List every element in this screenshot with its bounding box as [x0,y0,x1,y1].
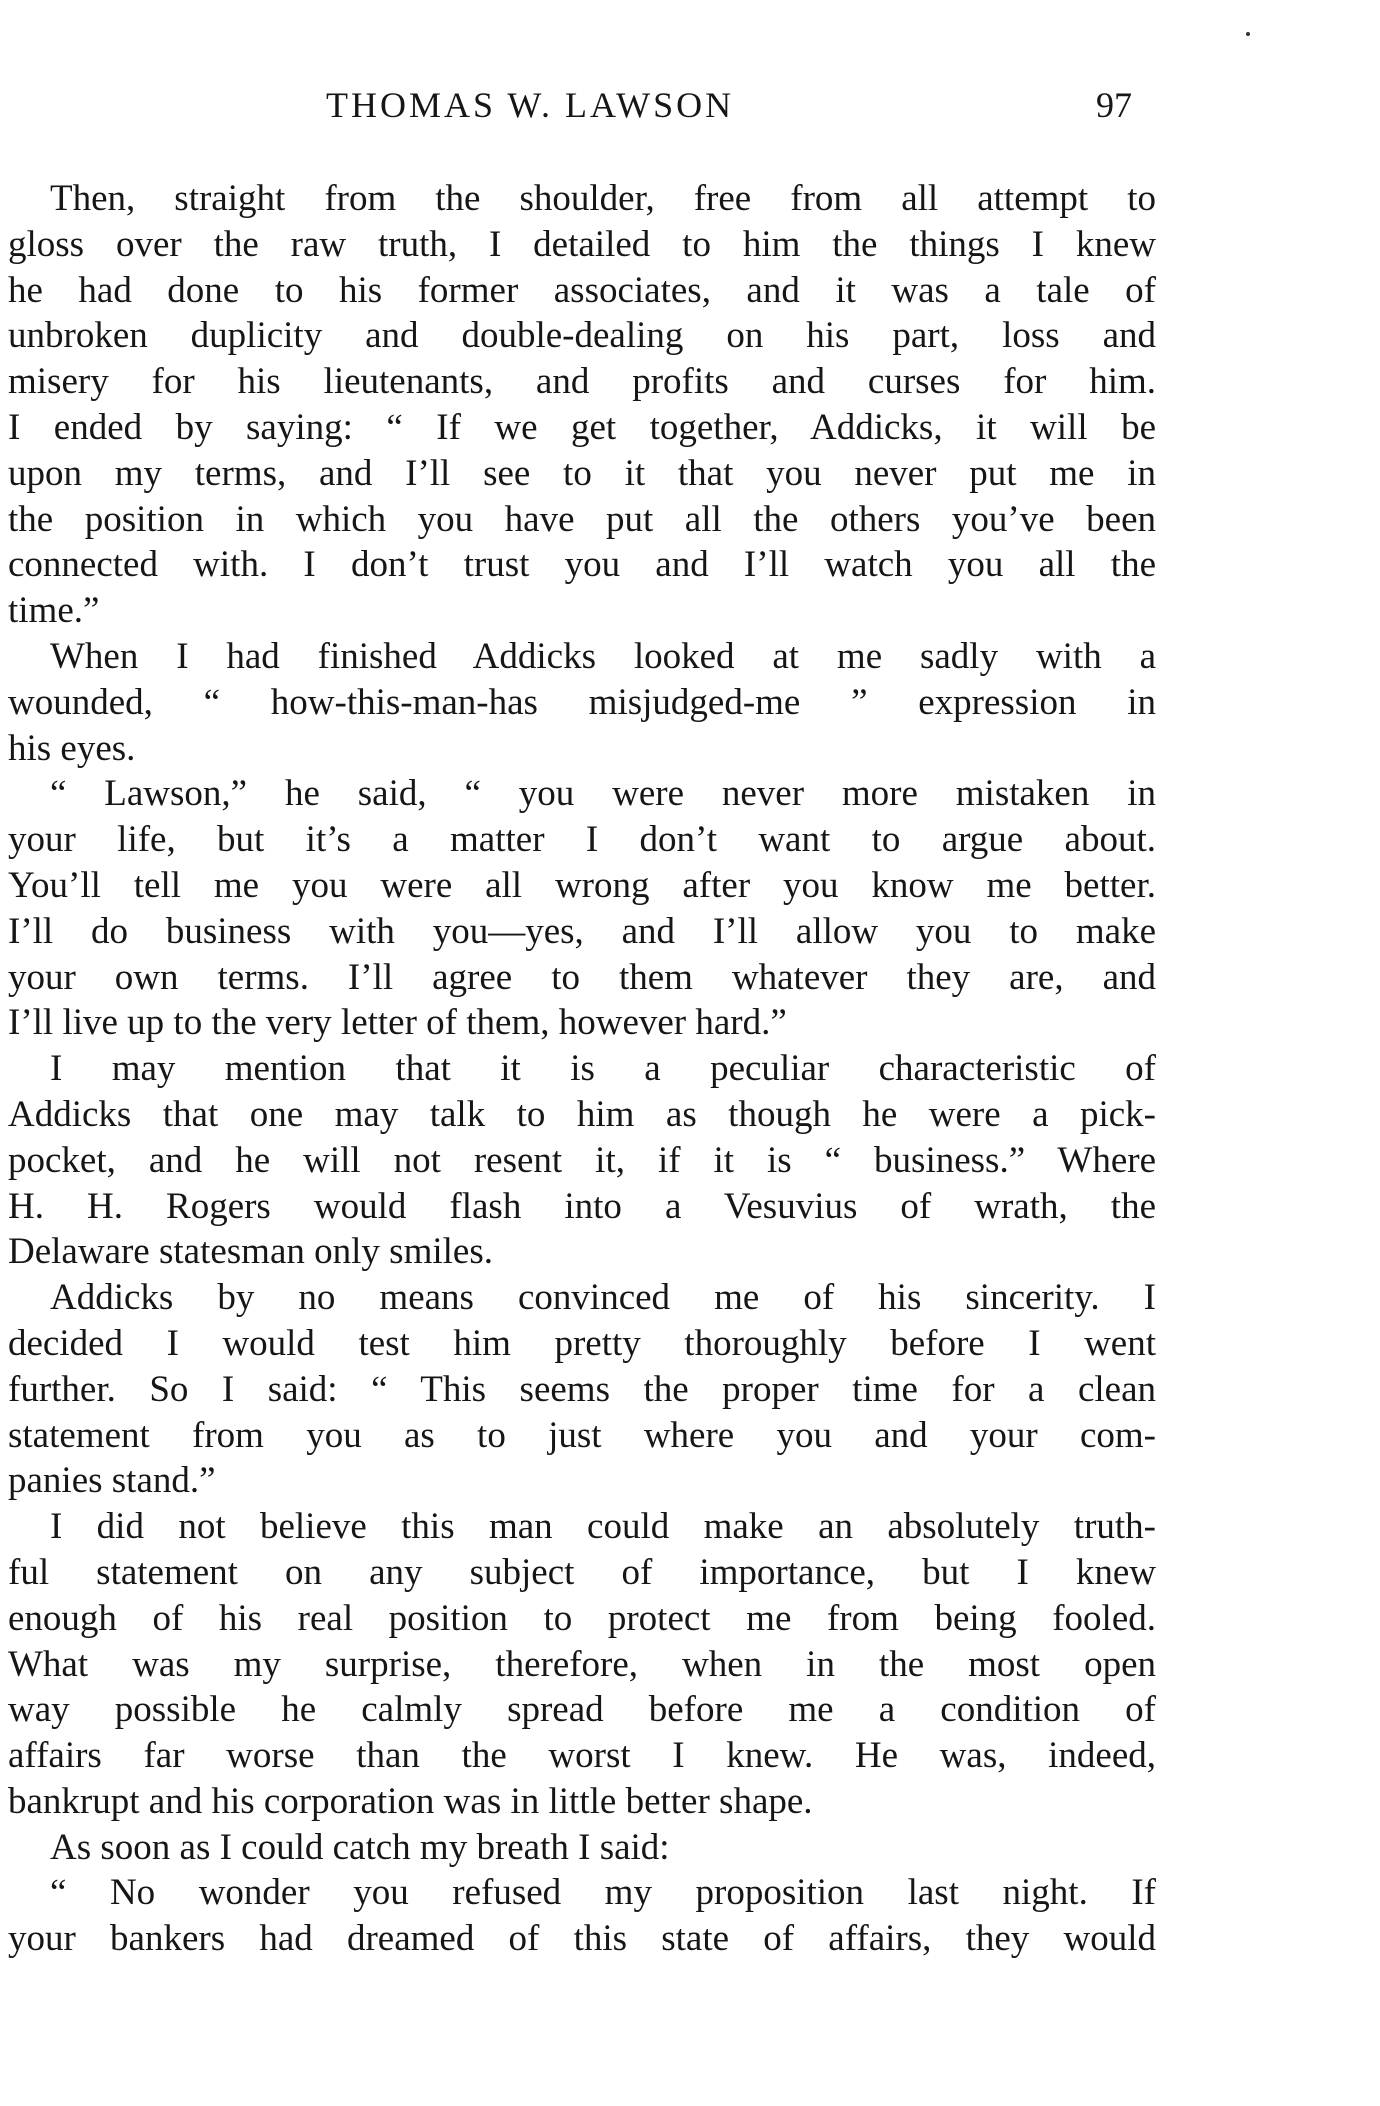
running-title: THOMAS W. LAWSON [326,85,735,125]
text-line: bankrupt and his corporation was in little better shape. [8,1780,813,1822]
text-line: misery for his lieutenants, and profits and curses for him. [8,361,1156,403]
text-line: You’ll tell me you were all wrong after you know me better. [8,864,1156,906]
text-line: “ Lawson,” he said, “ you were never more mistaken in [50,773,1156,815]
text-line: As soon as I could catch my breath I said: [50,1826,670,1868]
text-line: your life, but it’s a matter I don’t want to argue about. [8,819,1156,861]
text-line: I ended by saying: “ If we get together, Addicks, it will be [8,406,1156,448]
text-line: Then, straight from the shoulder, free from all attempt to [50,178,1156,219]
text-line: pocket, and he will not resent it, if it is “ business.” Where [8,1139,1156,1181]
text-line: ful statement on any subject of importance, but I knew [8,1551,1156,1593]
paragraph [8,771,1156,1046]
text-line: connected with. I don’t trust you and I’ll watch you all the [8,544,1156,586]
text-line: When I had finished Addicks looked at me sadly with a [50,635,1156,677]
text-line: I’ll live up to the very letter of them, however hard.” [8,1002,787,1044]
text-line: What was my surprise, therefore, when in the most open [8,1643,1156,1685]
text-line: Addicks that one may talk to him as though he were a pick- [8,1093,1156,1135]
text-line: your bankers had dreamed of this state of affairs, they would [8,1918,1156,1960]
text-line: he had done to his former associates, and it was a tale of [8,269,1156,311]
page-number: 97 [1096,85,1132,125]
paragraph [8,1825,1156,1871]
text-line: I’ll do business with you—yes, and I’ll allow you to make [8,910,1156,952]
text-line: way possible he calmly spread before me a condition of [8,1689,1156,1731]
text-line: your own terms. I’ll agree to them whatever they are, and [8,956,1156,998]
paragraph [8,1275,1156,1504]
text-line: panies stand.” [8,1460,216,1502]
paragraph [8,1870,1156,1962]
text-line: I did not believe this man could make an absolutely truth- [50,1506,1156,1548]
text-line: “ No wonder you refused my proposition last night. If [50,1872,1156,1914]
text-line: Delaware statesman only smiles. [8,1231,493,1273]
text-line: unbroken duplicity and double-dealing on his part, loss and [8,315,1156,357]
text-line: time.” [8,590,100,632]
text-line: the position in which you have put all the others you’ve been [8,498,1156,540]
paragraph [8,634,1156,771]
running-head [0,84,1380,134]
ink-speck [1246,32,1250,36]
text-line: his eyes. [8,727,136,769]
paragraph [8,1504,1156,1825]
body-text [8,176,1156,1962]
paragraph [8,1046,1156,1275]
paragraph [8,176,1156,634]
text-line: statement from you as to just where you and your com- [8,1414,1156,1456]
text-line: Addicks by no means convinced me of his sincerity. I [50,1277,1156,1319]
text-line: H. H. Rogers would flash into a Vesuvius of wrath, the [8,1185,1156,1227]
text-line: enough of his real position to protect me from being fooled. [8,1597,1156,1639]
text-line: decided I would test him pretty thoroughly before I went [8,1322,1156,1364]
text-line: affairs far worse than the worst I knew. He was, indeed, [8,1735,1156,1777]
text-line: further. So I said: “ This seems the proper time for a clean [8,1368,1156,1410]
text-line: wounded, “ how-this-man-has misjudged-me ” expression in [8,681,1156,723]
text-line: I may mention that it is a peculiar characteristic of [50,1048,1156,1090]
text-line: upon my terms, and I’ll see to it that you never put me in [8,452,1156,494]
text-line: gloss over the raw truth, I detailed to him the things I knew [8,223,1156,265]
